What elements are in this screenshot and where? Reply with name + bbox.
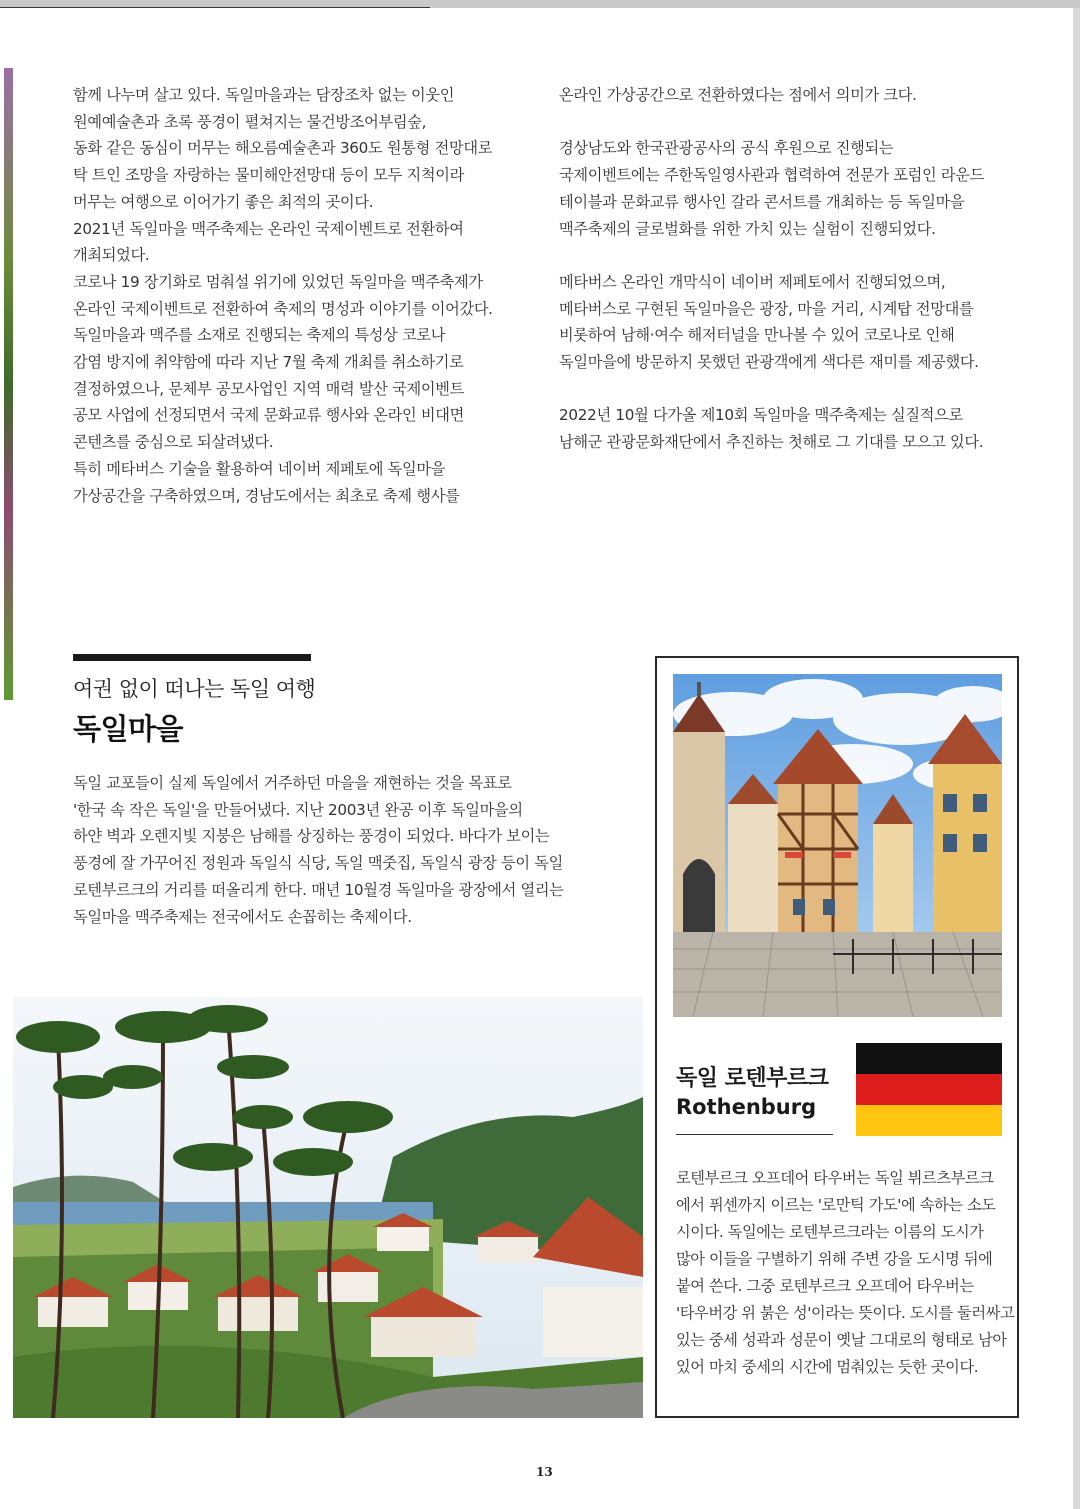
text-line: 원예예술촌과 초록 풍경이 펼쳐지는 물건방조어부림숲, — [73, 112, 427, 131]
text-line: 머무는 여행으로 이어가기 좋은 최적의 곳이다. — [73, 192, 374, 211]
text-line: '한국 속 작은 독일'을 만들어냈다. 지난 2003년 완공 이후 독일마을의 — [73, 800, 523, 819]
flag-stripe-black — [856, 1043, 1002, 1074]
text-line: 가상공간을 구축하였으며, 경남도에서는 최초로 축제 행사를 — [73, 486, 460, 505]
text-line: 2022년 10월 다가올 제10회 독일마을 맥주축제는 실질적으로 — [559, 406, 963, 425]
text-line: 많아 이들을 구별하기 위해 주변 강을 도시명 뒤에 — [676, 1250, 993, 1268]
text-line: 있어 마치 중세의 시간에 멈춰있는 듯한 곳이다. — [676, 1358, 979, 1376]
text-line: 코로나 19 장기화로 멈춰설 위기에 있었던 독일마을 맥주축제가 — [73, 272, 483, 291]
rothenburg-title-english: Rothenburg — [676, 1095, 817, 1119]
rothenburg-description — [676, 1165, 1015, 1381]
text-line: 풍경에 잘 가꾸어진 정원과 독일식 식당, 독일 맥줏집, 독일식 광장 등이 독일 — [73, 854, 563, 873]
text-line: 메타버스로 구현된 독일마을은 광장, 마을 거리, 시계탑 전망대를 — [559, 299, 974, 318]
text-line: 결정하였으나, 문체부 공모사업인 지역 매력 발산 국제이벤트 — [73, 379, 464, 398]
text-line: 비롯하여 남해·여수 해저터널을 만나볼 수 있어 코로나로 인해 — [559, 326, 955, 345]
text-line: 독일마을과 맥주를 소재로 진행되는 축제의 특성상 코로나 — [73, 326, 446, 345]
article-right-column — [559, 82, 1029, 456]
page-edge-shadow — [1073, 8, 1080, 1509]
text-line: 특히 메타버스 기술을 활용하여 네이버 제페토에 독일마을 — [73, 459, 446, 478]
text-line: 맥주축제의 글로벌화를 위한 가치 있는 실험이 진행되었다. — [559, 219, 936, 238]
section-subtitle: 여권 없이 떠나는 독일 여행 — [73, 677, 316, 701]
text-line: 메타버스 온라인 개막식이 네이버 제페토에서 진행되었으며, — [559, 272, 946, 291]
text-line: 온라인 국제이벤트로 전환하여 축제의 명성과 이야기를 이어갔다. — [73, 299, 493, 318]
flag-stripe-gold — [856, 1105, 1002, 1136]
german-flag-icon — [856, 1043, 1002, 1136]
text-line: 남해군 관광문화재단에서 추진하는 첫해로 그 기대를 모으고 있다. — [559, 433, 984, 452]
text-line: 테이블과 문화교류 행사인 갈라 콘서트를 개최하는 등 독일마을 — [559, 192, 965, 211]
german-village-photo — [13, 997, 643, 1418]
text-line: 독일마을에 방문하지 못했던 관광객에게 색다른 재미를 제공했다. — [559, 353, 979, 371]
text-line: 탁 트인 조망을 자랑하는 물미해안전망대 등이 모두 지척이라 — [73, 166, 464, 185]
text-line: 로텐부르크의 거리를 떠올리게 한다. 매년 10월경 독일마을 광장에서 열리는 — [73, 880, 564, 899]
text-line: 국제이벤트에는 주한독일영사관과 협력하여 전문가 포럼인 라운드 — [559, 166, 985, 185]
text-line: 있는 중세 성곽과 성문이 옛날 그대로의 형태로 남아 — [676, 1331, 1007, 1349]
text-line: 독일마을 맥주축제는 전국에서도 손꼽히는 축제이다. — [73, 907, 412, 926]
text-line: 독일 교포들이 실제 독일에서 거주하던 마을을 재현하는 것을 목표로 — [73, 774, 512, 792]
text-line: 에서 퓌센까지 이르는 '로만틱 가도'에 속하는 소도 — [676, 1196, 996, 1214]
text-line: 감염 방지에 취약함에 따라 지난 7월 축제 개최를 취소하기로 — [73, 353, 464, 372]
text-line: 함께 나누며 살고 있다. 독일마을과는 담장조차 없는 이웃인 — [73, 86, 455, 104]
section-rule — [73, 654, 311, 661]
text-line: 시이다. 독일에는 로텐부르크라는 이름의 도시가 — [676, 1223, 984, 1241]
text-line: 붙여 쓴다. 그중 로텐부르크 오프데어 타우버는 — [676, 1277, 974, 1295]
text-line: 콘텐츠를 중심으로 되살려냈다. — [73, 433, 274, 452]
text-line: 하얀 벽과 오렌지빛 지붕은 남해를 상징하는 풍경이 되었다. 바다가 보이는 — [73, 827, 550, 846]
rothenburg-title-korean: 독일 로텐부르크 — [676, 1066, 829, 1091]
text-line: '타우버강 위 붉은 성'이라는 뜻이다. 도시를 둘러싸고 — [676, 1304, 1015, 1322]
section-title: 독일마을 — [73, 712, 184, 746]
section-intro — [73, 770, 633, 930]
text-line: 2021년 독일마을 맥주축제는 온라인 국제이벤트로 전환하여 — [73, 219, 464, 238]
text-line: 경상남도와 한국관광공사의 공식 후원으로 진행되는 — [559, 139, 894, 158]
text-line: 온라인 가상공간으로 전환하였다는 점에서 의미가 크다. — [559, 86, 917, 104]
text-line: 로텐부르크 오프데어 타우버는 독일 뷔르츠부르크 — [676, 1169, 994, 1187]
title-underline — [676, 1134, 833, 1135]
flag-stripe-red — [856, 1074, 1002, 1105]
text-line: 공모 사업에 선정되면서 국제 문화교류 행사와 온라인 비대면 — [73, 406, 464, 425]
previous-page-image-strip — [4, 68, 13, 700]
rothenburg-sidebar-box — [655, 656, 1019, 1418]
text-line: 개최되었다. — [73, 246, 150, 265]
page-number: 13 — [536, 1465, 553, 1479]
text-line: 동화 같은 동심이 머무는 해오름예술촌과 360도 원통형 전망대로 — [73, 139, 493, 158]
rothenburg-photo — [673, 674, 1002, 1017]
article-left-column — [73, 82, 543, 509]
